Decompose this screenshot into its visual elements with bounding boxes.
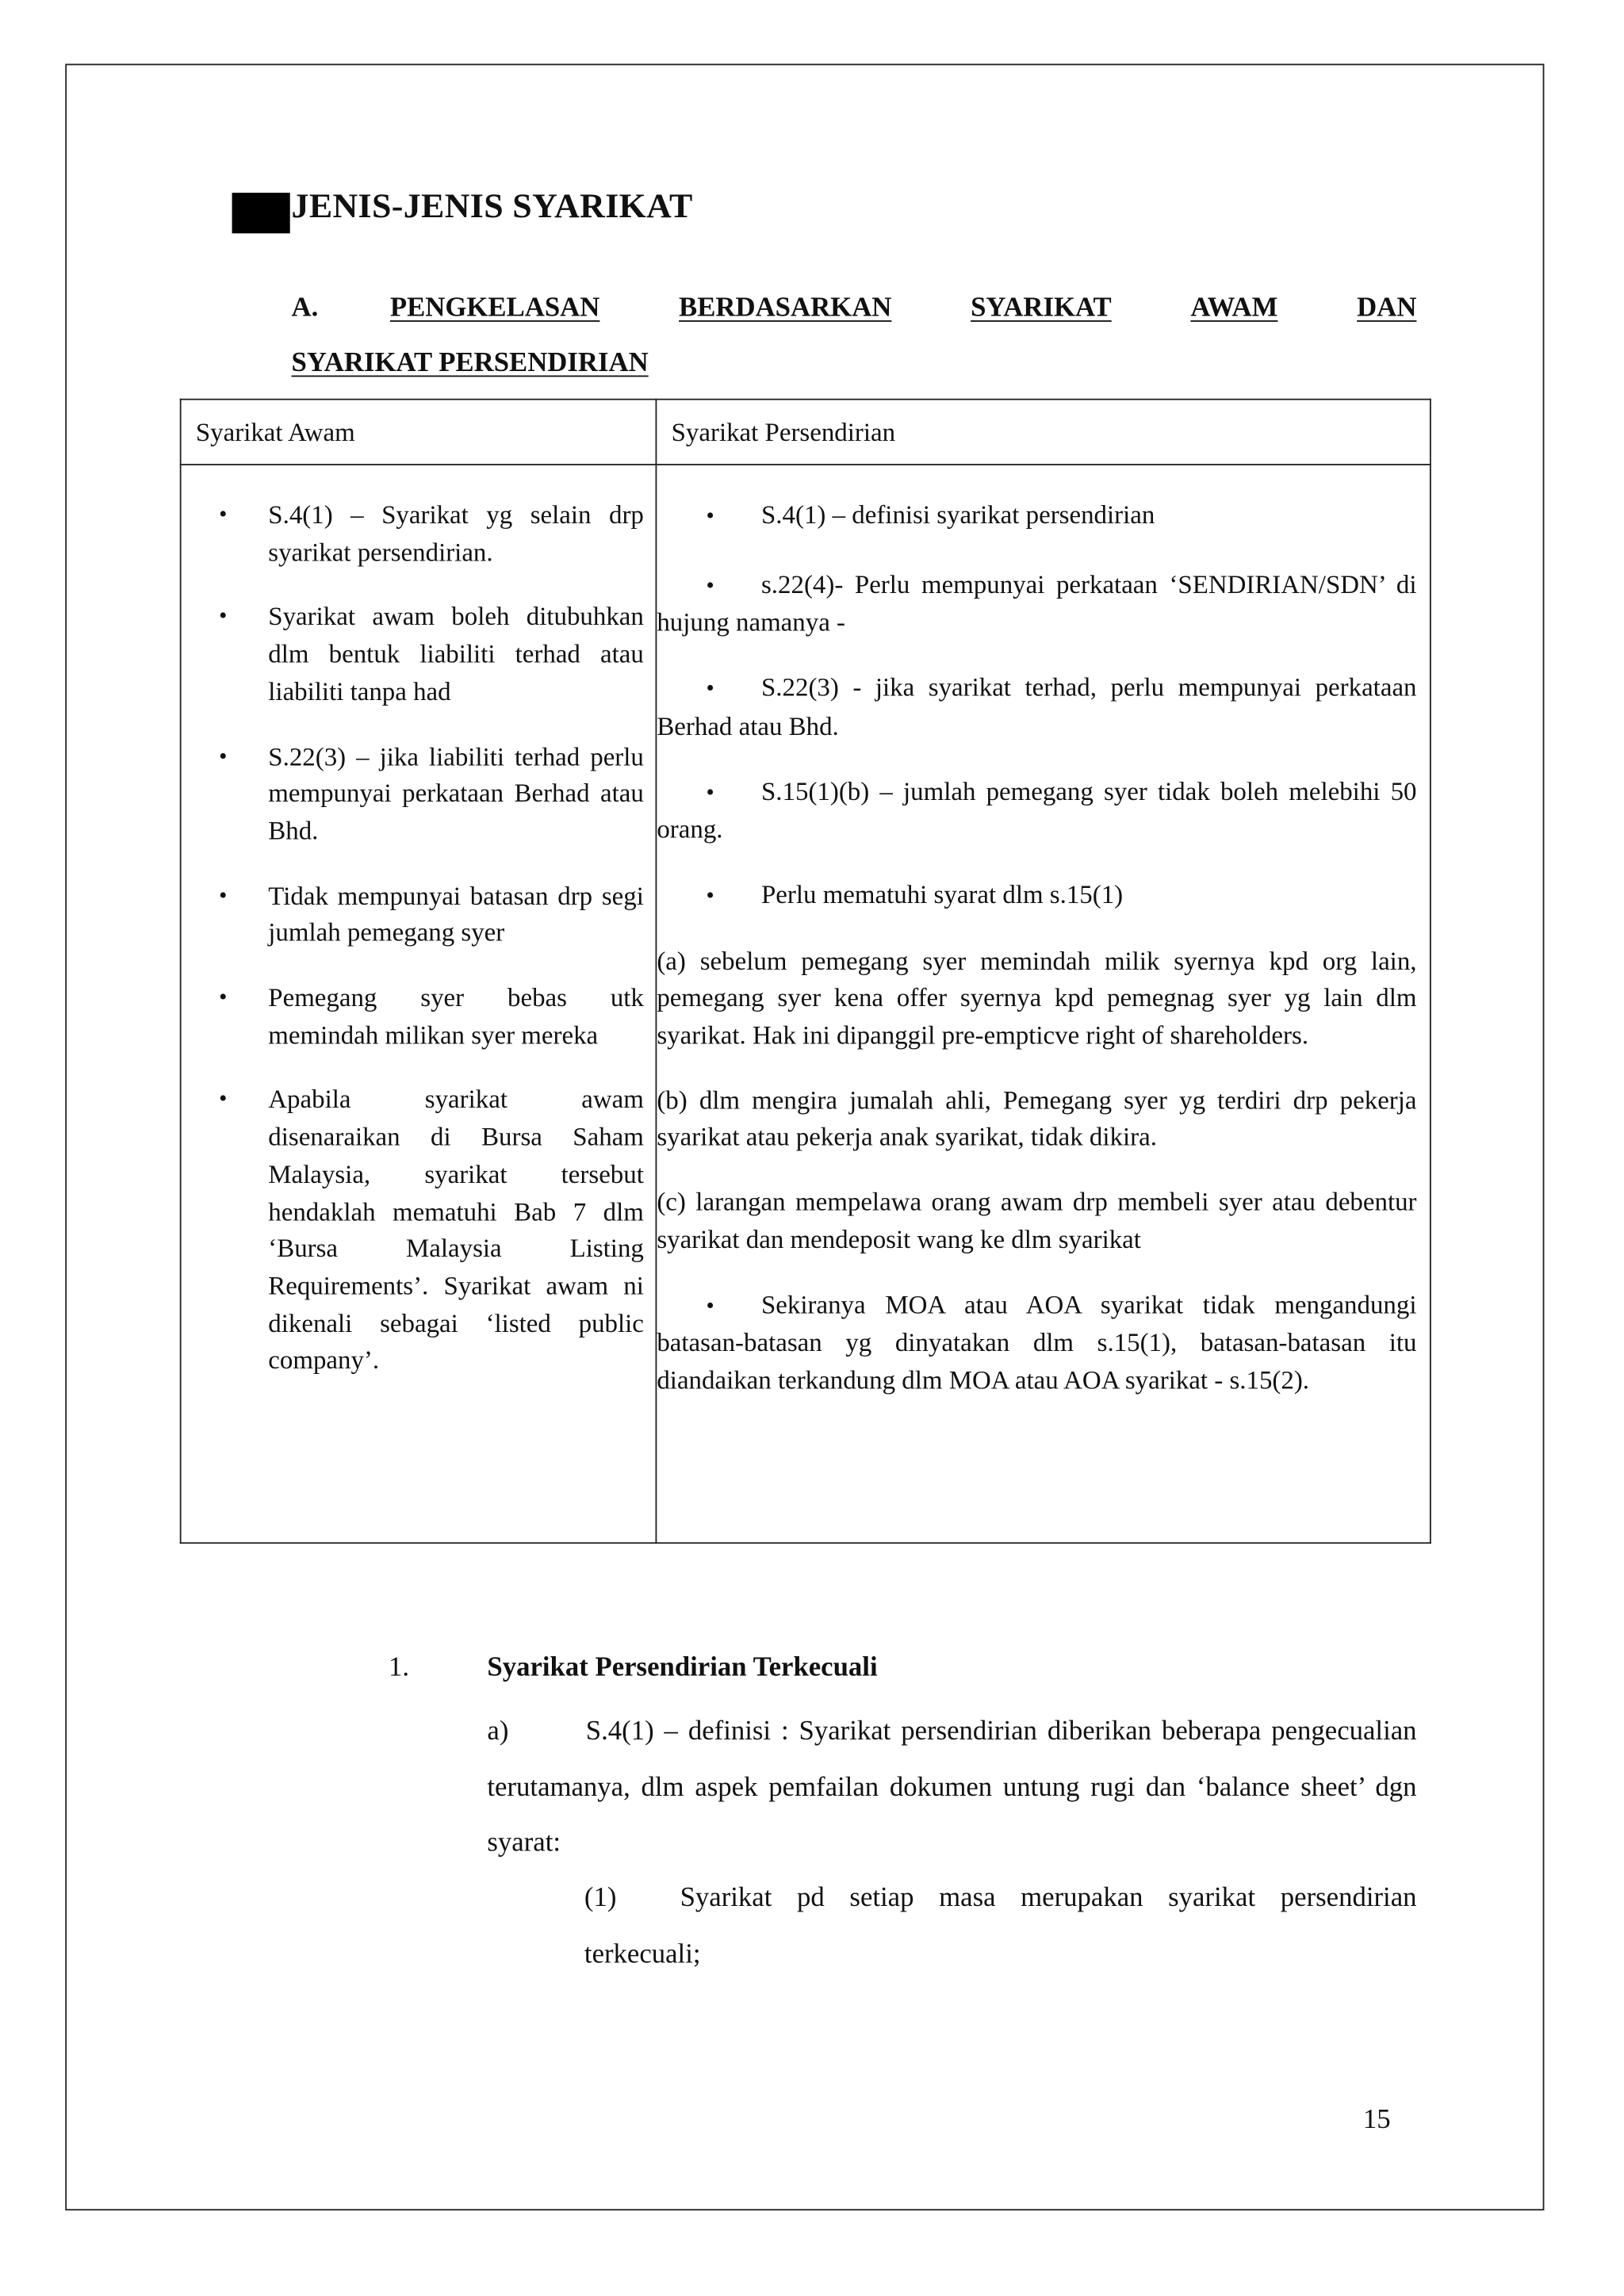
bullet-icon: • bbox=[219, 883, 228, 909]
section-1-title: Syarikat Persendirian Terkecuali bbox=[487, 1652, 878, 1683]
list-item: • Perlu mematuhi syarat dlm s.15(1) bbox=[657, 877, 1416, 916]
list-item: • S.22(3) – jika liabiliti terhad perlu mempunyai perkataan Berhad atau Bhd. bbox=[219, 739, 644, 851]
section-a-label: A. bbox=[291, 293, 319, 323]
table-header-row bbox=[181, 400, 1431, 465]
section-a-heading bbox=[292, 281, 1417, 392]
section-a-heading-line2: SYARIKAT PERSENDIRIAN bbox=[291, 347, 649, 379]
paragraph-a-text: S.4(1) – definisi : Syarikat persendirian diberikan beberapa pengecualian terutamanya, dlm aspek pemfailan dokumen untung rugi dan ‘balance sheet’ dgn syarat: bbox=[487, 1716, 1417, 1858]
page-title: JENIS-JENIS SYARIKAT bbox=[291, 188, 693, 227]
bullet-icon: • bbox=[219, 744, 228, 769]
heading-word: AWAM bbox=[1190, 293, 1278, 323]
list-item: • Tidak mempunyai batasan drp segi jumlah pemegang syer bbox=[219, 878, 644, 952]
paragraph-a-label: a) bbox=[487, 1716, 509, 1747]
heading-word: DAN bbox=[1357, 293, 1417, 323]
redaction-block bbox=[232, 193, 290, 233]
table-body-row bbox=[181, 465, 1431, 1543]
list-item: • S.15(1)(b) – jumlah pemegang syer tidak boleh melebihi 50 orang. bbox=[657, 776, 1417, 844]
section-1-number: 1. bbox=[389, 1652, 410, 1683]
condition-1 bbox=[584, 1871, 1417, 1983]
persendirian-column bbox=[656, 465, 1430, 1543]
bullet-icon: • bbox=[706, 780, 714, 806]
bullet-icon: • bbox=[706, 884, 714, 909]
bullet-icon: • bbox=[706, 504, 714, 530]
heading-word: BERDASARKAN bbox=[679, 293, 892, 323]
bullet-icon: • bbox=[706, 573, 714, 599]
list-item: • Pemegang syer bebas utk memindah milikan syer mereka bbox=[219, 980, 644, 1054]
column-header-persendirian: Syarikat Persendirian bbox=[656, 400, 1430, 465]
awam-column bbox=[181, 465, 657, 1543]
list-item: • s.22(4)- Perlu mempunyai perkataan ‘SENDIRIAN/SDN’ di hujung namanya - bbox=[657, 568, 1417, 637]
condition-1-label: (1) bbox=[584, 1882, 617, 1914]
list-item: (b) dlm mengira jumalah ahli, Pemegang syer yg terdiri drp pekerja syarikat atau pekerja anak syarikat, tidak dikira. bbox=[657, 1085, 1417, 1152]
page-number: 15 bbox=[1362, 2104, 1391, 2136]
bullet-icon: • bbox=[219, 605, 228, 630]
column-header-awam: Syarikat Awam bbox=[181, 400, 657, 465]
bullet-icon: • bbox=[706, 1293, 714, 1318]
list-item: (c) larangan mempelawa orang awam drp membeli syer atau debentur syarikat dan mendeposit wang ke dlm syarikat bbox=[657, 1187, 1417, 1254]
list-item: (a) sebelum pemegang syer memindah milik syernya kpd org lain, pemegang syer kena offer syernya kpd pemegnag syer yg lain dlm syarikat. Hak ini dipanggil pre-empticve right of shareholders. bbox=[657, 946, 1417, 1050]
list-item: • Syarikat awam boleh ditubuhkan dlm bentuk liabiliti terhad atau liabiliti tanpa had bbox=[219, 599, 644, 711]
paragraph-a bbox=[487, 1705, 1416, 1872]
heading-word: PENGKELASAN bbox=[389, 293, 600, 323]
bullet-icon: • bbox=[706, 677, 714, 702]
comparison-table bbox=[180, 399, 1431, 1544]
condition-1-text: Syarikat pd setiap masa merupakan syarikat persendirian terkecuali; bbox=[584, 1882, 1417, 1969]
bullet-icon: • bbox=[219, 503, 228, 528]
list-item: • Apabila syarikat awam disenaraikan di Bursa Saham Malaysia, syarikat tersebut hendaklah mematuhi Bab 7 dlm ‘Bursa Malaysia Listing Requirements’. Syarikat awam ni dikenali sebagai ‘listed public company’. bbox=[219, 1082, 644, 1380]
list-item: • S.4(1) – definisi syarikat persendirian bbox=[707, 497, 1417, 536]
list-item: • S.22(3) - jika syarikat terhad, perlu mempunyai perkataan Berhad atau Bhd. bbox=[657, 672, 1417, 740]
bullet-icon: • bbox=[219, 1088, 228, 1113]
heading-word: SYARIKAT bbox=[971, 293, 1112, 323]
list-item: • Sekiranya MOA atau AOA syarikat tidak mengandungi batasan-batasan yg dinyatakan dlm s.15(1), batasan-batasan itu diandaikan terkandung dlm MOA atau AOA syarikat - s.15(2). bbox=[657, 1289, 1417, 1395]
bullet-icon: • bbox=[219, 985, 228, 1011]
list-item: • S.4(1) – Syarikat yg selain drp syarikat persendirian. bbox=[219, 497, 644, 572]
